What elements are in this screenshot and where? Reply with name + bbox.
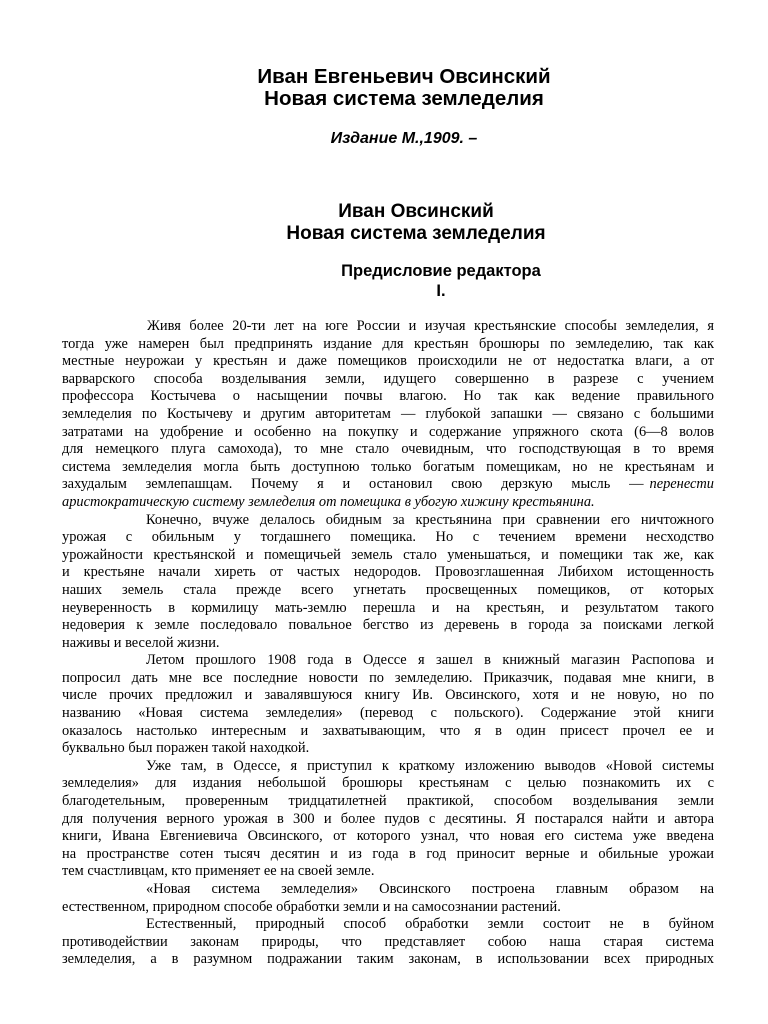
text-line: наших земель стала прежде всего угнетать просвещенных помещиков, от которых [62, 581, 714, 598]
paragraph [62, 652, 714, 758]
text-line: естественном, природном способе обработки земли и на самосознании растений. [62, 898, 561, 915]
text-line: книги, Ивана Евгениевича Овсинского, от которого узнал, что новая его система уже введена [62, 828, 714, 845]
text-line: урожайности крестьянской и помещичьей земель стало уменьшаться, и помещики так же, как [62, 546, 714, 563]
subtitle-block [0, 201, 768, 245]
text-line: неуверенность в кормилицу мать-землю перешла и на крестьян, и результатом такого [62, 599, 714, 616]
paragraph [62, 318, 714, 512]
text-line: попросил дать мне все последние новости по земледелию. Приказчик, подавая мне книги, в [62, 669, 714, 686]
text-fragment: захудалым землепашцам. Почему я и остановил свою дерзкую мысль — [62, 476, 644, 493]
section-heading: Предисловие редактора [341, 262, 541, 280]
text-line: числе прочих предложил и завалявшуюся книгу Ив. Овсинского, хотя и не новую, но по [62, 687, 714, 704]
text-line: Уже там, в Одессе, я приступил к краткому изложению выводов «Новой системы [146, 757, 714, 774]
section-heading-block [0, 261, 768, 301]
paragraph [62, 881, 714, 916]
text-line: затратами на удобрение и особенно на покупку и содержание упряжного скота (6—8 волов [62, 423, 714, 440]
title-book: Новая система земледелия [264, 87, 544, 110]
text-line [62, 494, 714, 512]
text-line: тогда уже намерен был предпринять издание для крестьян брошюры по земледелию, так как [62, 335, 714, 352]
text-line: Летом прошлого 1908 года в Одессе я зашел в книжный магазин Распопова и [146, 652, 714, 669]
text-fragment-wrap [62, 476, 650, 494]
subtitle-author: Иван Овсинский [338, 201, 494, 222]
paragraph [62, 758, 714, 881]
paragraph [62, 916, 714, 969]
text-line: «Новая система земледелия» Овсинского построена главным образом на [146, 881, 714, 897]
text-line: Конечно, вчуже делалось обидным за крестьянина при сравнении его ничтожного [146, 511, 714, 528]
text-line: земледелия» для издания небольшой брошюры крестьянам с целью познакомить их с [62, 775, 714, 792]
text-line: урожая с обильным у тогдашнего помещика. Но с течением времени несходство [62, 529, 714, 546]
text-line: тем счастливцам, кто применяет ее на своей земле. [62, 863, 375, 880]
text-line: профессора Костычева о насыщении почвы влагою. Но так как ведение правильного [62, 388, 714, 405]
text-line: для немецкого плуга самохода), то мне стало очевидным, что господствующая в то время [62, 441, 714, 458]
text-line: для получения верного урожая в 300 и более пудов с десятины. Я постарался найти и автора [62, 810, 714, 827]
text-line: буквально был поражен такой находкой. [62, 740, 310, 757]
section-number: I. [436, 282, 446, 300]
edition-line: Издание М.,1909. – [330, 130, 478, 147]
text-line: и крестьяне начали хиреть от частых недородов. Провозглашенная Либихом истощенность [62, 564, 714, 581]
text-line: земледелия, а в разумном подражании таким законам, в использовании всех природных [62, 951, 714, 968]
text-line: на пространстве сотен тысяч десятин и из года в год приносит верные и обильные урожаи [62, 845, 714, 862]
text-line [62, 476, 714, 494]
title-author: Иван Евгеньевич Овсинский [257, 65, 551, 88]
text-line: система земледелия могла быть доступною только богатым помещикам, но не крестьянам и [62, 458, 714, 475]
text-line: варварского способа возделывания земли, идущего совершенно в разрезе с учением [62, 370, 714, 387]
text-line: земледелия по Костычеву и другим авторитетам — глубокой запашки — связано с большими [62, 405, 714, 422]
subtitle-book: Новая система земледелия [286, 223, 546, 244]
text-line: Живя более 20-ти лет на юге России и изучая крестьянские способы земледелия, я [147, 318, 714, 334]
text-line: недоверия к земле последовало повальное бегство из деревень в города за поисками легкой [62, 617, 714, 634]
title-block [0, 66, 768, 110]
italic-fragment: перенести [649, 476, 714, 493]
text-line: местные неурожаи у крестьян и даже помещиков происходили не от недостатка влаги, а от [62, 353, 714, 370]
paragraph [62, 512, 714, 653]
text-line: наживы и веселой жизни. [62, 634, 220, 651]
text-line: названию «Новая система земледелия» (перевод с польского). Содержание этой книги [62, 705, 714, 722]
text-line: благодетельным, проверенным тридцатилетней практикой, способом возделывания земли [62, 793, 714, 810]
body-text [62, 318, 714, 969]
text-line: Естественный, природный способ обработки земли состоит не в буйном [146, 916, 714, 933]
italic-fragment: аристократическую систему земледелия от помещика в убогую хижину крестьянина. [62, 493, 595, 510]
text-line: оказалось настолько интересным и захватывающим, что я в один присест прочел ее и [62, 722, 714, 739]
text-line: противодействии законам природы, что представляет собою наша старая система [62, 933, 714, 950]
